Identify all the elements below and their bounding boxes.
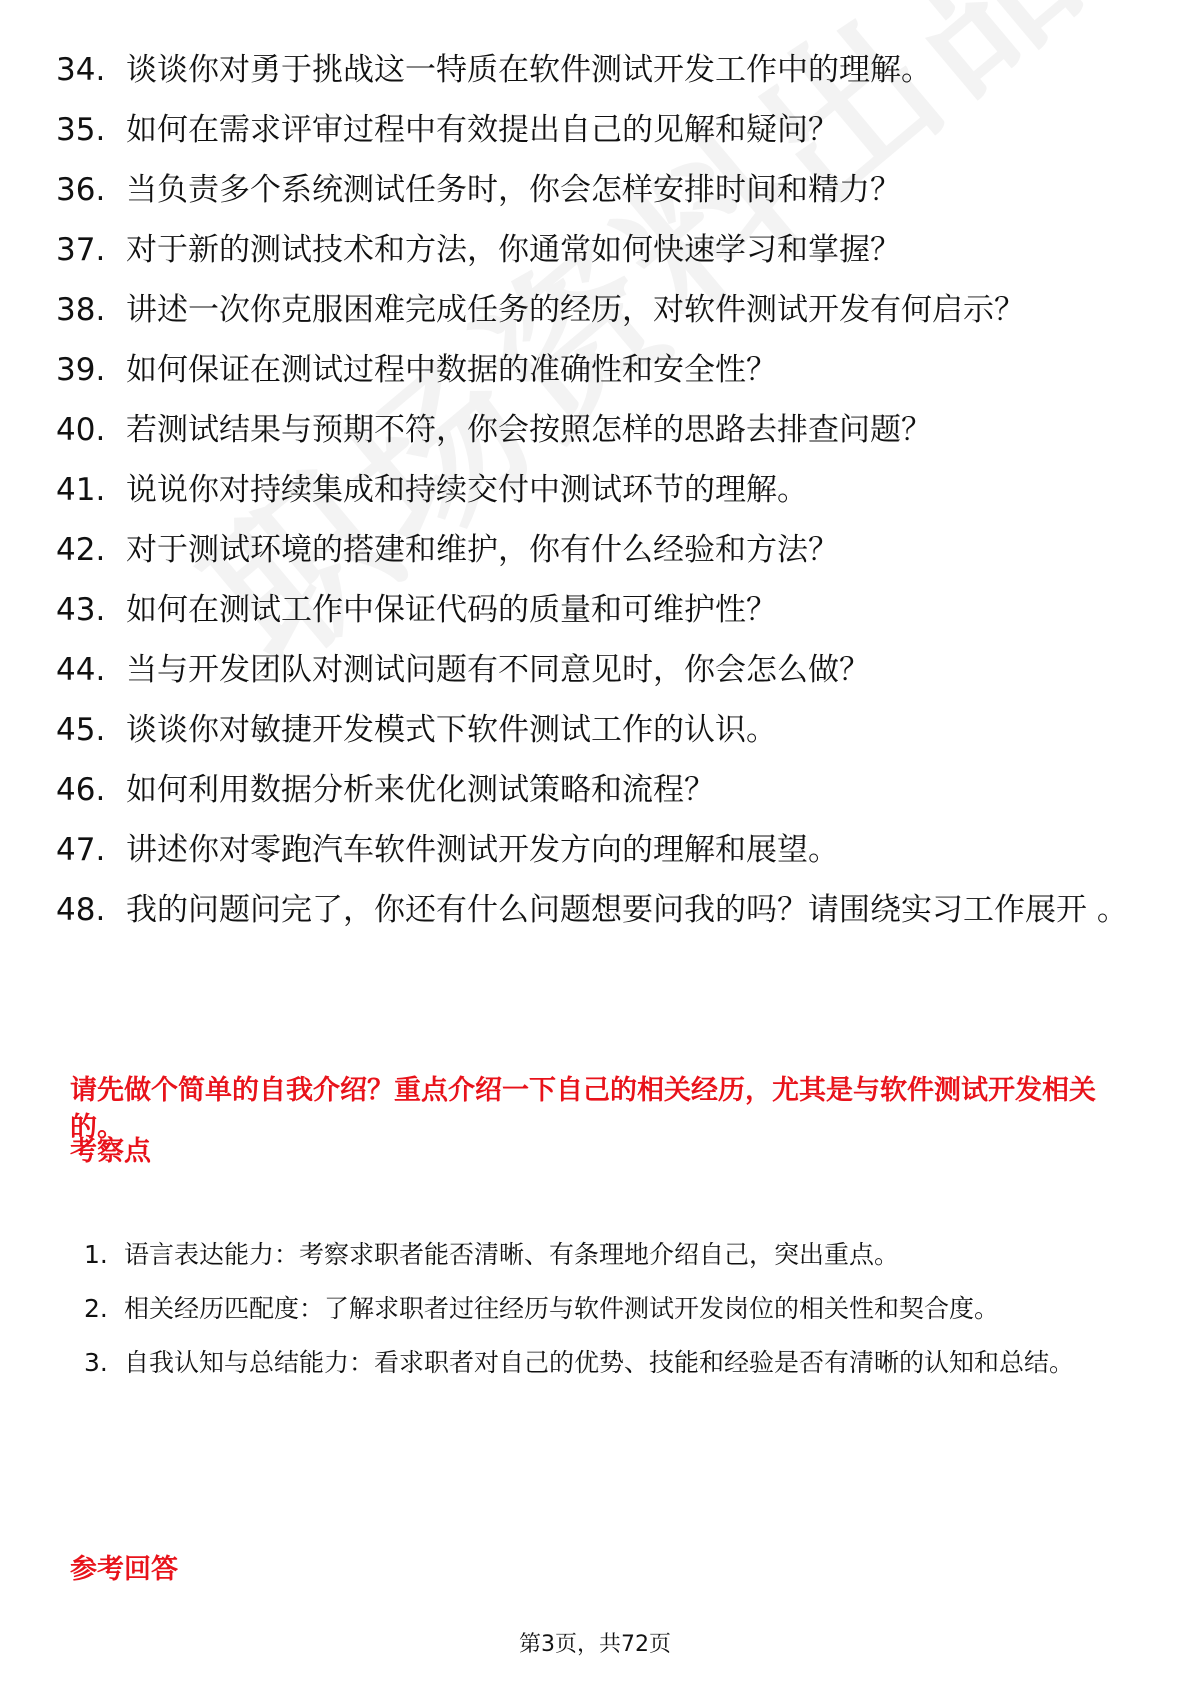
question-text: 讲述一次你克服困难完成任务的经历，对软件测试开发有何启示？ [126, 292, 1025, 328]
question-number: 37. [56, 232, 106, 268]
exam-point-number: 2. [84, 1294, 108, 1323]
exam-point-item [84, 1336, 1134, 1390]
question-item [56, 530, 1136, 570]
question-number: 47. [56, 832, 106, 868]
question-number: 45. [56, 712, 106, 748]
question-item [56, 50, 1136, 90]
question-item [56, 410, 1136, 450]
section-heading-answer: 参考回答 [70, 1554, 178, 1585]
question-text: 说说你对持续集成和持续交付中测试环节的理解。 [126, 472, 808, 508]
exam-point-item [84, 1228, 1134, 1282]
question-item [56, 290, 1136, 330]
question-list [56, 50, 1136, 950]
question-item [56, 650, 1136, 690]
question-item [56, 830, 1136, 870]
question-number: 40. [56, 412, 106, 448]
question-text: 对于测试环境的搭建和维护，你有什么经验和方法？ [126, 532, 839, 568]
question-text: 若测试结果与预期不符，你会按照怎样的思路去排查问题？ [126, 412, 932, 448]
exam-point-text: 自我认知与总结能力：看求职者对自己的优势、技能和经验是否有清晰的认知和总结。 [124, 1348, 1075, 1377]
question-number: 35. [56, 112, 106, 148]
question-number: 39. [56, 352, 106, 388]
question-text: 对于新的测试技术和方法，你通常如何快速学习和掌握？ [126, 232, 901, 268]
question-number: 46. [56, 772, 106, 808]
question-number: 41. [56, 472, 106, 508]
highlight-question: 请先做个简单的自我介绍？重点介绍一下自己的相关经历，尤其是与软件测试开发相关的。 [70, 1075, 1096, 1143]
question-item [56, 890, 1136, 930]
question-item [56, 590, 1136, 630]
question-number: 34. [56, 52, 106, 88]
exam-point-number: 1. [84, 1240, 108, 1269]
question-text: 讲述你对零跑汽车软件测试开发方向的理解和展望。 [126, 832, 839, 868]
question-text: 如何在测试工作中保证代码的质量和可维护性？ [126, 592, 777, 628]
question-item [56, 230, 1136, 270]
exam-point-item [84, 1282, 1134, 1336]
question-item [56, 170, 1136, 210]
exam-point-list [84, 1228, 1134, 1390]
question-item [56, 710, 1136, 750]
question-number: 44. [56, 652, 106, 688]
exam-point-text: 语言表达能力：考察求职者能否清晰、有条理地介绍自己，突出重点。 [124, 1240, 900, 1269]
question-text: 如何利用数据分析来优化测试策略和流程？ [126, 772, 715, 808]
question-item [56, 110, 1136, 150]
exam-point-text: 相关经历匹配度：了解求职者过往经历与软件测试开发岗位的相关性和契合度。 [124, 1294, 1000, 1323]
question-text: 当与开发团队对测试问题有不同意见时，你会怎么做？ [126, 652, 870, 688]
question-text: 当负责多个系统测试任务时，你会怎样安排时间和精力？ [126, 172, 901, 208]
page-footer: 第3页，共72页 [519, 1632, 671, 1657]
exam-point-number: 3. [84, 1348, 108, 1377]
question-number: 43. [56, 592, 106, 628]
question-item [56, 350, 1136, 390]
question-text: 如何保证在测试过程中数据的准确性和安全性？ [126, 352, 777, 388]
section-heading-exam: 考察点 [70, 1136, 151, 1167]
question-item [56, 470, 1136, 510]
question-number: 38. [56, 292, 106, 328]
question-number: 48. [56, 892, 106, 928]
question-text: 如何在需求评审过程中有效提出自己的见解和疑问？ [126, 112, 839, 148]
question-number: 42. [56, 532, 106, 568]
question-number: 36. [56, 172, 106, 208]
question-text: 谈谈你对勇于挑战这一特质在软件测试开发工作中的理解。 [126, 52, 932, 88]
question-text: 谈谈你对敏捷开发模式下软件测试工作的认识。 [126, 712, 777, 748]
question-item [56, 770, 1136, 810]
question-text: 我的问题问完了，你还有什么问题想要问我的吗？请围绕实习工作展开 。 [126, 892, 1128, 928]
